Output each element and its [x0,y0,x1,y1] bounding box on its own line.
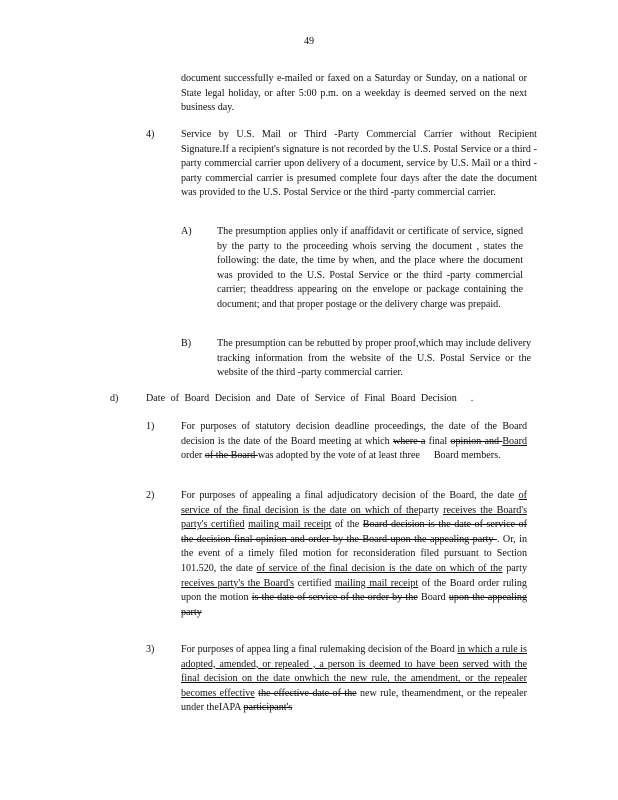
item-d2-text-part: of the [331,519,363,531]
item-d1-text-part: was adopted by the vote of at least three [257,450,420,462]
item-d1-marker: 1) [146,421,155,432]
item-4b-marker: B) [181,338,192,349]
item-4-text: Service by U.S. Mail or Third -Party Commercial Carrier without Recipient Signature.If a recipient's signature is not recorded by the U.S. Postal Service or a third -party commercial carrier upon delivery of a document, service by U.S. Mail or a third -party commercial carrier is presumed complete four days after the date the document was provided to the U.S. Postal Service or the third -party commercial carrier. [181,129,537,199]
item-4-marker: 4) [146,129,155,140]
item-d2-text-part: For purposes of appealing a final adjudicatory decision of the Board, the date [181,490,519,501]
item-d1-text [181,420,527,464]
item-d2-inserted-text: receives the Board's party's certified [181,504,528,531]
section-d-marker: d) [110,393,119,404]
item-d1-deleted-text: of the Board [204,450,258,462]
item-d2-inserted-text: receives party's the Board's [181,577,295,589]
item-d2-text [181,489,527,620]
item-d2-text-part: party [418,504,444,516]
section-d-heading-end: . [470,393,474,404]
item-d3-marker: 3) [146,644,155,655]
item-d2-text-part: of the Board order ruling upon the motion [181,577,527,604]
item-d2-text-part: Board [417,592,449,604]
item-d2-deleted-text: is the date of service of the order by the [251,592,418,604]
item-d1-text-part: For purposes of statutory decision deadline proceedings, the date of the Board decision is the date of the Board meeting at which [181,421,527,447]
paragraph-continuation-text: document successfully e-mailed or faxed on a Saturday or Sunday, on a national or State legal holiday, or after 5:00 p.m. on a weekday is deemed served on the next business day. [181,73,527,114]
item-d1-inserted-text: Board [502,435,527,447]
item-d2-inserted-text: of service of the final decision is the date on which of the [181,490,527,516]
item-d1-text-part: Board members. [433,450,501,462]
item-d2-deleted-text: Board decision is the date of service of the decision final opinion and order by the Board upon the appealing party [181,519,527,545]
section-d-heading-text: Date of Board Decision and Date of Service of Final Board Decision [146,393,457,404]
item-d3-deleted-text: the effective date of the [258,687,357,699]
item-d2-inserted-text: mailing mail receipt [248,519,332,531]
item-d3-text-part: For purposes of appea ling a final rulemaking decision of the Board [181,644,458,655]
item-d2-text-part: party [502,562,527,574]
item-d1-text-part: order [181,450,205,462]
item-d1-text-part: final [425,435,451,447]
item-d2-deleted-text: upon the appealing party [181,592,527,618]
item-d2-inserted-text: mailing mail receipt [334,577,419,589]
item-d1-deleted-text: opinion and [450,435,503,447]
item-4a-text: The presumption applies only if anaffidavit or certificate of service, signed by the party to the proceeding whois serving the document , states the following: the date, the time by when, and the place where the document was provided to the U.S. Postal Service or the third -party commercial carrier; theaddress appearing on the envelope or package containing the document; and that proper postage or the delivery charge was prepaid. [217,226,523,310]
section-d-heading [146,392,526,407]
item-4a-marker: A) [181,226,192,237]
item-d3-deleted-text: participant's [243,702,293,714]
item-d2-inserted-text: of service of the final decision is the date on which of the [256,562,503,574]
item-d2-text-part: certified [294,577,335,589]
page-number: 49 [303,36,315,47]
item-d3-text [181,643,527,716]
item-d1-deleted-text: where a [392,435,426,447]
item-d2-text-part: . Or, in the event of a timely filed motion for reconsideration filed pursuant to Section 101.520, the date [181,533,527,574]
item-d3-inserted-text: in which a rule is adopted, amended, or repealed , a person is deemed to have been served with the final decision on the date onwhich the new rule, the amendment, or the repealer becomes effective [181,644,527,699]
item-4b-text: The presumption can be rebutted by proper proof,which may include delivery tracking information from the website of the U.S. Postal Service or the website of the third -party commercial carrier. [217,338,531,379]
item-d2-marker: 2) [146,490,155,501]
item-d3-text-part: new rule, theamendment, or the repealer under theIAPA [181,687,528,714]
